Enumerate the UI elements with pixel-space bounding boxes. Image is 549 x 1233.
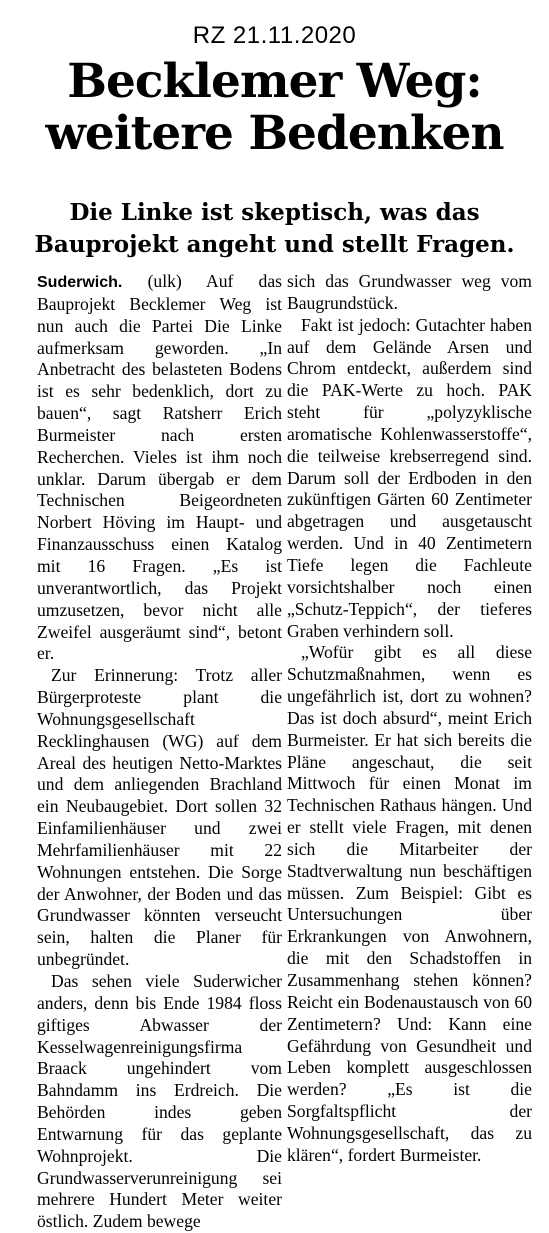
article-paragraph-2: Zur Erinnerung: Trotz aller Bürgerproteste plant die Wohnungsgesellschaft Recklinghausen (WG) auf dem Areal des heutigen Netto-Marktes und dem anliegenden Brachland ein Neubaugebiet. Dort sollen 32 Einfamilienhäuser und zwei Mehrfamilienhäuser mit 22 Wohnungen entstehen. Die Sorge der Anwohner, der Boden und das Grundwasser könnten verseucht sein, halten die Planer für unbegründet. xyxy=(37,665,282,970)
headline xyxy=(0,56,549,160)
subheadline-line-2: Bauprojekt angeht und stellt Fragen. xyxy=(34,231,515,258)
headline-line-1: Becklemer Weg: xyxy=(67,54,482,109)
publication-date: RZ 21.11.2020 xyxy=(192,22,357,49)
article-column-left xyxy=(37,271,282,1233)
headline-line-2: weitere Bedenken xyxy=(45,106,504,161)
article-paragraph-4: Fakt ist jedoch: Gutachter haben auf dem Gelände Arsen und Chrom entdeckt, außerdem sind die PAK-Werte zu hoch. PAK steht für „polyzyklische aromatische Kohlenwasserstoffe“, die teilweise krebserregend sind. Darum soll der Erdboden in den zukünftigen Gärten 60 Zentimeter abgetragen und ausgetauscht werden. Und in 40 Zentimetern Tiefe legen die Fachleute vorsichtshalber noch einen „Schutz-Teppich“, der tieferes Graben verhindern soll. xyxy=(287,314,532,641)
paragraph-1-text: (ulk) Auf das Bauprojekt Becklemer Weg ist nun auch die Partei Die Linke aufmerksam geworden. „In Anbetracht des belasteten Bodens ist es sehr bedenklich, dort zu bauen“, sagt Ratsherr Erich Burmeister nach ersten Recherchen. Vieles ist ihm noch unklar. Darum übergab er dem Technischen Beigeordneten Norbert Höving im Haupt- und Finanzausschuss einen Katalog mit 16 Fragen. „Es ist unverantwortlich, das Projekt umzusetzen, bevor nicht alle Zweifel ausgeräumt sind“, betont er. xyxy=(37,271,282,664)
article-paragraph-1 xyxy=(37,271,282,665)
article-paragraph-3-continued: sich das Grundwasser weg vom Baugrundstück. xyxy=(287,271,532,313)
article-column-right xyxy=(287,271,532,1167)
subheadline-line-1: Die Linke ist skeptisch, was das xyxy=(69,199,480,226)
dateline-place: Suderwich. xyxy=(37,274,123,291)
article-paragraph-5: „Wofür gibt es all diese Schutzmaßnahmen, wenn es ungefährlich ist, dort zu wohnen? Das ist doch absurd“, meint Erich Burmeister. Er hat sich bereits die Pläne angeschaut, die seit Mittwoch für einen Monat im Technischen Rathaus hängen. Und er stellt viele Fragen, mit denen sich die Mitarbeiter der Stadtverwaltung nun beschäftigen müssen. Zum Beispiel: Gibt es Untersuchungen über Erkrankungen von Anwohnern, die mit den Schadstoffen in Zusammenhang stehen können? Reicht ein Bodenaustausch von 60 Zentimetern? Und: Kann eine Gefährdung von Gesundheit und Leben komplett ausgeschlossen werden? „Es ist die Sorgfaltspflicht der Wohnungsgesellschaft, das zu klären“, fordert Burmeister. xyxy=(287,642,532,1165)
subheadline xyxy=(0,197,549,261)
article-paragraph-3-start: Das sehen viele Suderwicher anders, denn bis Ende 1984 floss giftiges Abwasser der Kesselwagenreinigungsfirma Braack ungehindert vom Bahndamm ins Erdreich. Die Behörden indes geben Entwarnung für das geplante Wohnprojekt. Die Grundwasserverunreinigung sei mehrere Hundert Meter weiter östlich. Zudem bewege xyxy=(37,971,282,1232)
